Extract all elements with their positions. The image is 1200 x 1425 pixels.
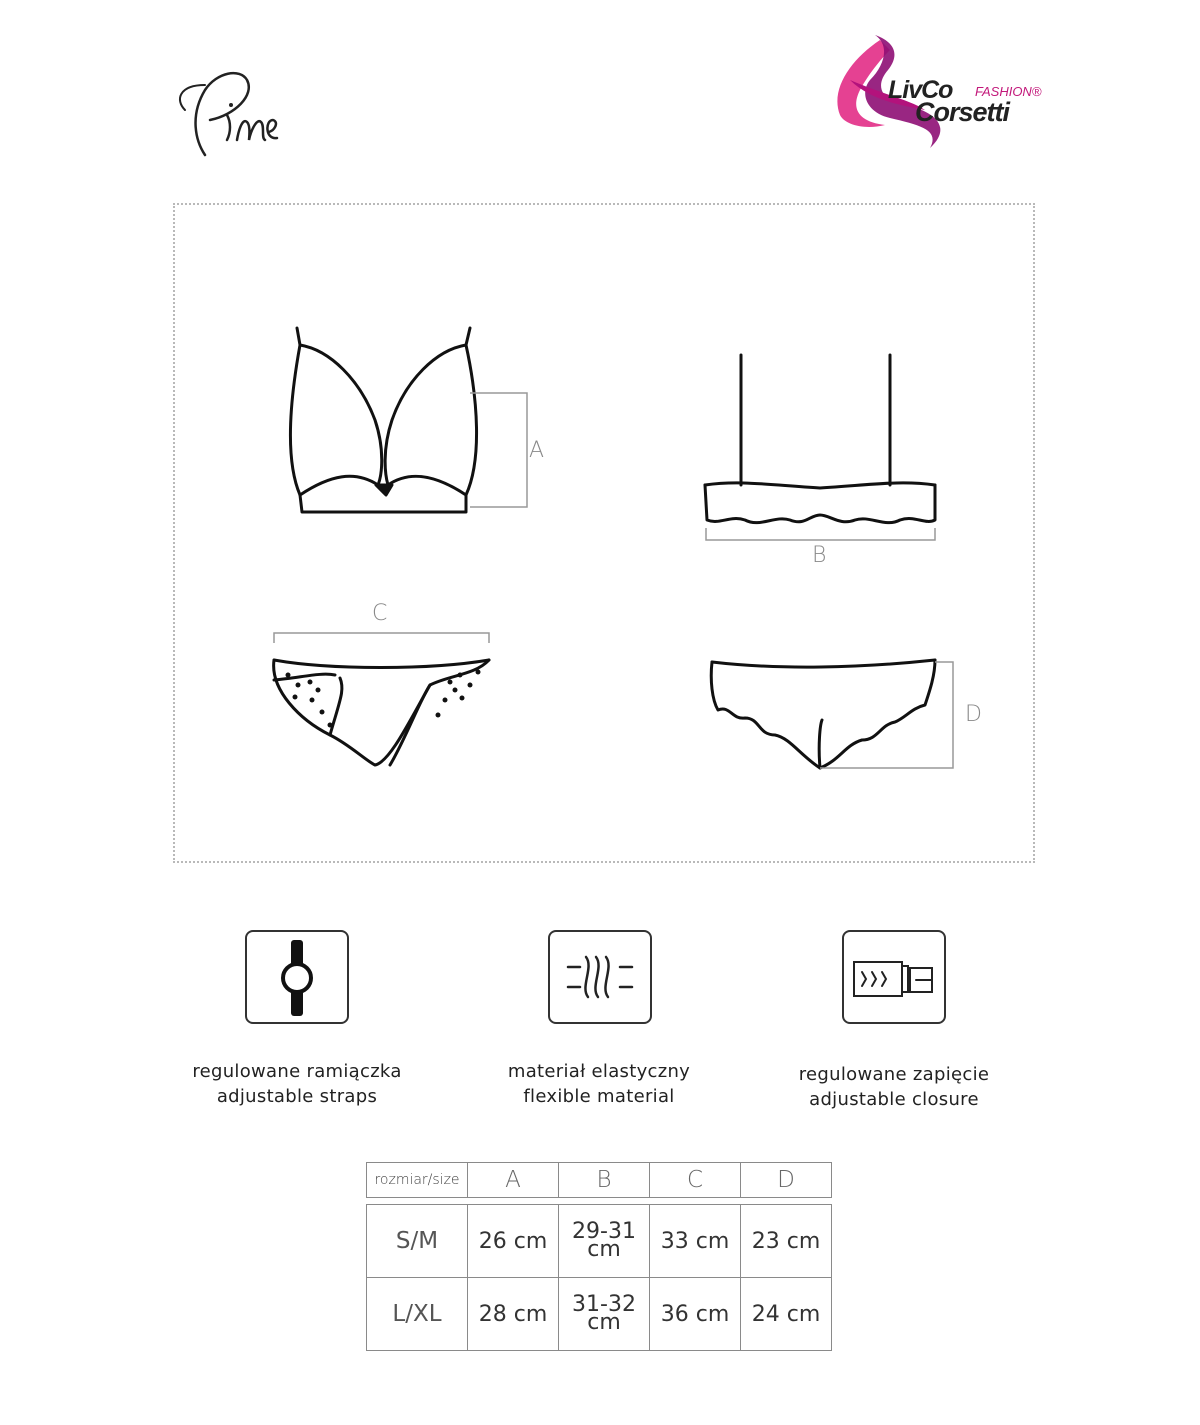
measure-d-cell: 23 cm xyxy=(741,1205,832,1278)
measure-a-cell: 26 cm xyxy=(468,1205,559,1278)
dimension-label-c: C xyxy=(372,601,388,626)
feature-caption-closure xyxy=(744,1062,1044,1112)
dimension-line-c xyxy=(274,633,489,643)
feature-caption-en: adjustable straps xyxy=(216,1086,378,1107)
measure-a-cell: 28 cm xyxy=(468,1278,559,1351)
logo-corsetti-text: Corsetti xyxy=(915,97,1010,127)
bra-front-drawing xyxy=(291,328,477,512)
feature-caption-pl: regulowane ramiączka xyxy=(192,1061,402,1082)
feature-caption-en: adjustable closure xyxy=(809,1089,979,1110)
size-cell: S/M xyxy=(367,1205,468,1278)
table-row xyxy=(367,1278,832,1351)
measure-c-cell: 33 cm xyxy=(650,1205,741,1278)
size-table-header xyxy=(367,1163,832,1198)
panty-front-drawing xyxy=(274,660,489,765)
feature-caption-straps xyxy=(147,1059,447,1109)
dimension-label-a: A xyxy=(529,438,545,463)
feature-caption-pl: materiał elastyczny xyxy=(507,1061,691,1082)
size-table-header-c: C xyxy=(650,1163,741,1198)
dimension-line-a xyxy=(470,393,527,507)
logo-livco-text: LivCo xyxy=(888,76,953,104)
measure-b-cell: 29-31 cm xyxy=(559,1205,650,1278)
dimension-line-b xyxy=(706,528,935,540)
bra-back-drawing xyxy=(705,355,935,523)
size-table-header-size: rozmiar/size xyxy=(367,1163,468,1198)
feature-caption-pl: regulowane zapięcie xyxy=(798,1064,990,1085)
stretch-waves-icon xyxy=(548,930,652,1024)
panty-back-drawing xyxy=(711,660,935,768)
hook-closure-icon xyxy=(842,930,946,1024)
size-table xyxy=(366,1162,832,1351)
size-table-header-d: D xyxy=(741,1163,832,1198)
logo-fashion-text: FASHION® xyxy=(975,84,1042,99)
measure-d-cell: 24 cm xyxy=(741,1278,832,1351)
measure-b-cell: 31-32 cm xyxy=(559,1278,650,1351)
size-table-header-b: B xyxy=(559,1163,650,1198)
dimension-label-d: D xyxy=(965,702,982,727)
dimension-label-b: B xyxy=(812,543,827,568)
table-row xyxy=(367,1205,832,1278)
size-cell: L/XL xyxy=(367,1278,468,1351)
feature-caption-en: flexible material xyxy=(523,1086,675,1107)
measure-c-cell: 36 cm xyxy=(650,1278,741,1351)
strap-buckle-icon xyxy=(245,930,349,1024)
size-table-header-a: A xyxy=(468,1163,559,1198)
feature-caption-material xyxy=(449,1059,749,1109)
